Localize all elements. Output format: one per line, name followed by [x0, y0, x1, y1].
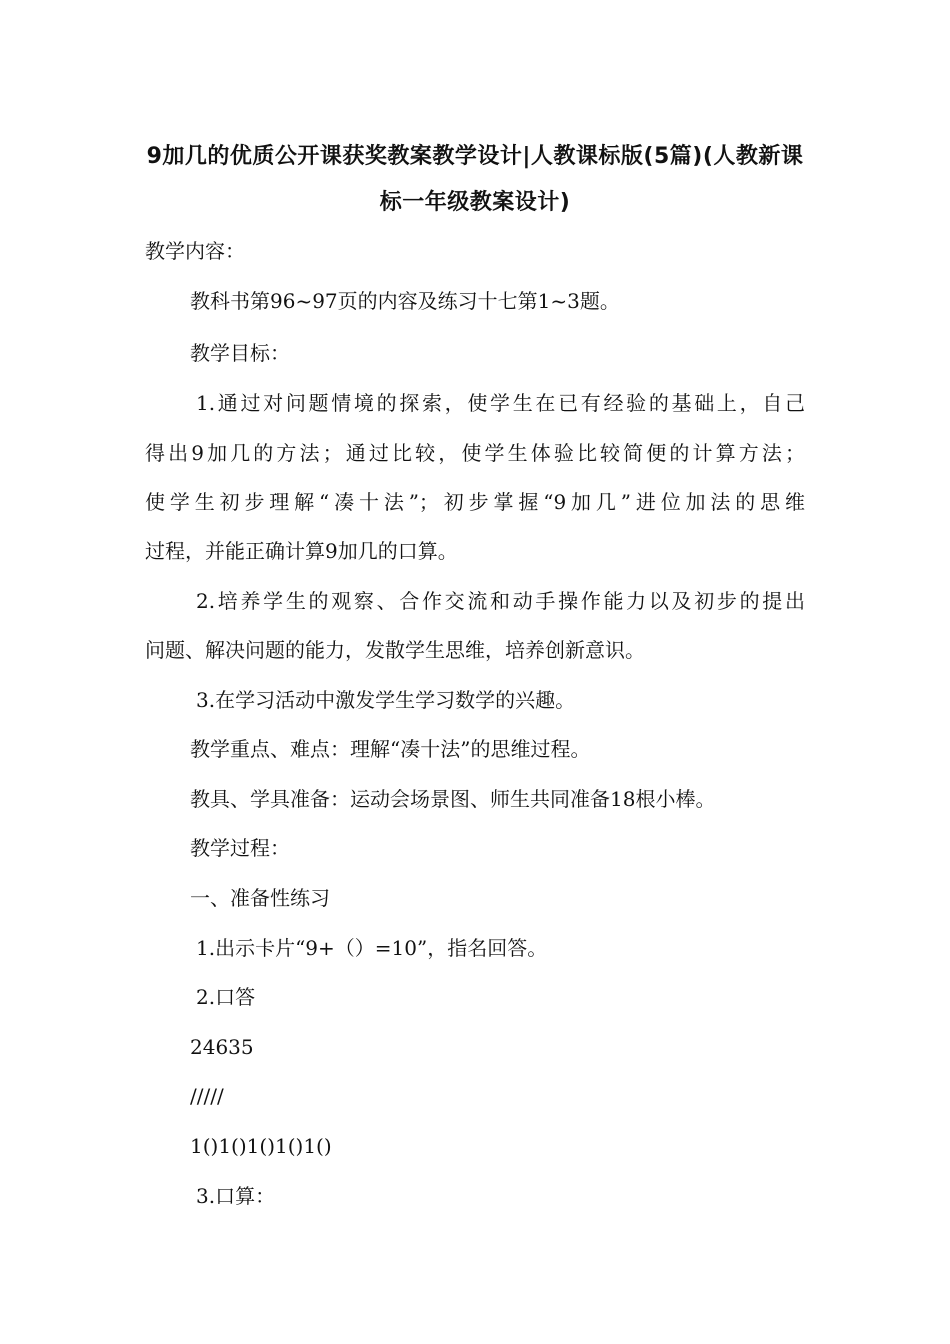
practice-item-2: 2.口答	[196, 985, 256, 1009]
subsection-heading-practice: 一、准备性练习	[190, 886, 330, 910]
goal-2-line-1: 2.培养学生的观察、合作交流和动手操作能力以及初步的提出	[196, 589, 805, 613]
teaching-aids: 教具、学具准备：运动会场景图、师生共同准备18根小棒。	[190, 787, 716, 811]
paragraph-textbook-pages: 教科书第96~97页的内容及练习十七第1~3题。	[190, 289, 620, 313]
goal-1-line-1: 1.通过对问题情境的探索，使学生在已有经验的基础上，自己	[196, 391, 805, 415]
oral-slashes: /////	[190, 1084, 224, 1108]
goal-1-line-4: 过程，并能正确计算9加几的口算。	[145, 539, 458, 563]
section-heading-goals: 教学目标：	[190, 341, 290, 365]
goal-1-line-2: 得出9加几的方法；通过比较，使学生体验比较简便的计算方法；	[145, 441, 805, 465]
title-line-1: 9加几的优质公开课获奖教案教学设计|人教课标版(5篇)(人教新课	[146, 144, 804, 169]
oral-numbers: 24635	[190, 1035, 254, 1059]
goal-2-line-2: 问题、解决问题的能力，发散学生思维，培养创新意识。	[145, 638, 645, 662]
document-title	[130, 134, 820, 226]
key-points: 教学重点、难点：理解“凑十法”的思维过程。	[190, 737, 591, 761]
goal-1-line-3: 使学生初步理解“凑十法”；初步掌握“9加几”进位加法的思维	[145, 490, 805, 514]
section-heading-process: 教学过程：	[190, 836, 290, 860]
oral-blanks: 1()1()1()1()1()	[190, 1134, 332, 1158]
practice-item-1: 1.出示卡片“9+（）=10”，指名回答。	[196, 936, 548, 960]
goal-3: 3.在学习活动中激发学生学习数学的兴趣。	[196, 688, 576, 712]
section-heading-content: 教学内容：	[145, 239, 245, 263]
title-line-2: 标一年级教案设计)	[379, 190, 571, 215]
practice-item-3: 3.口算：	[196, 1184, 276, 1208]
